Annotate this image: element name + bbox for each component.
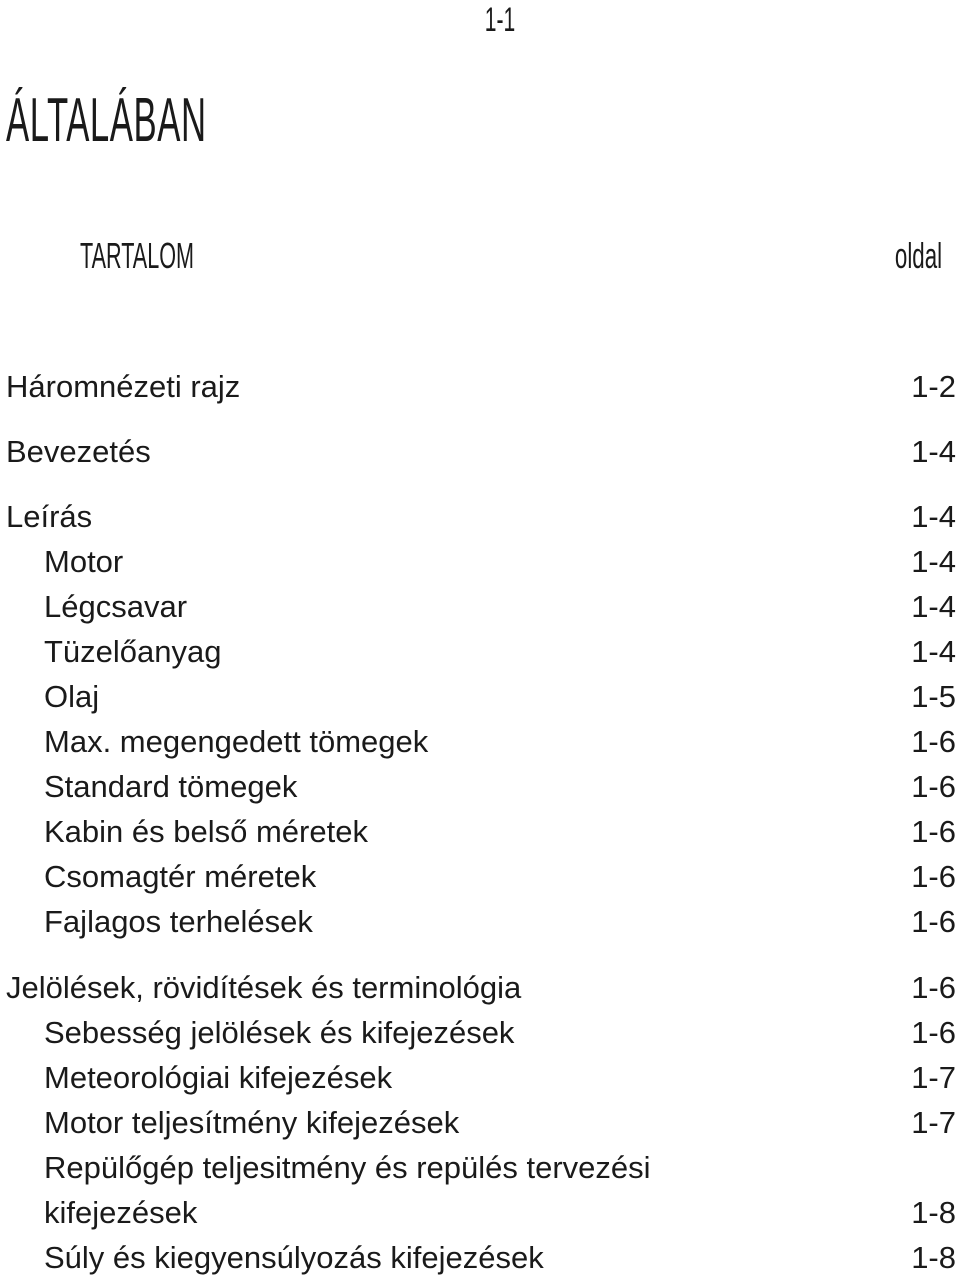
toc-entry[interactable] [0,966,960,1010]
toc-entry-label: Olaj [44,679,100,714]
toc-entry-page: 1-5 [911,679,956,714]
toc-entry-page: 1-4 [911,499,956,534]
toc-entry[interactable] [0,1236,960,1280]
toc-entry[interactable] [0,675,960,719]
toc-entry-page: 1-8 [911,1240,956,1275]
toc-entry-label: Max. megengedett tömegek [44,724,429,759]
toc-entry-page: 1-2 [911,369,956,404]
toc-entry-label: Jelölések, rövidítések és terminológia [6,970,522,1005]
toc-entry-label: Sebesség jelölések és kifejezések [44,1015,515,1050]
toc-entry[interactable] [0,765,960,809]
toc-entry-page: 1-6 [911,970,956,1005]
toc-entry[interactable] [0,630,960,674]
toc-heading: TARTALOM [80,235,195,276]
toc-entry[interactable] [0,365,960,409]
toc-entry-label: Súly és kiegyensúlyozás kifejezések [44,1240,544,1275]
toc-entry-label: Kabin és belső méretek [44,814,368,849]
toc-entry-page: 1-4 [911,634,956,669]
toc-entry[interactable] [0,540,960,584]
toc-entry-label: Tüzelőanyag [44,634,222,669]
page-column-heading: oldal [894,235,942,276]
toc-entry-label: Csomagtér méretek [44,859,317,894]
toc-entry-label: Standard tömegek [44,769,298,804]
toc-entry[interactable] [0,1056,960,1100]
toc-entry-label: Repülőgép teljesitmény és repülés tervezési [44,1150,651,1185]
toc-entry-label: Bevezetés [6,434,151,469]
toc-entry[interactable] [0,855,960,899]
toc-entry-label: Leírás [6,499,93,534]
toc-entry-label: Meteorológiai kifejezések [44,1060,393,1095]
page-number: 1-1 [484,1,516,39]
toc-entry-page: 1-6 [911,724,956,759]
toc-entry-page: 1-7 [911,1060,956,1095]
toc-entry[interactable] [0,1146,960,1190]
toc-entry[interactable] [0,720,960,764]
toc-entry[interactable] [0,1101,960,1145]
toc-entry[interactable] [0,585,960,629]
toc-entry-label: Háromnézeti rajz [6,369,241,404]
toc-entry[interactable] [0,430,960,474]
toc-entry-page: 1-6 [911,814,956,849]
toc-entry[interactable] [0,1191,960,1235]
toc-entry-page: 1-6 [911,859,956,894]
chapter-title: ÁLTALÁBAN [6,86,207,155]
toc-entry-label: Légcsavar [44,589,188,624]
toc-entry-label: Motor [44,544,124,579]
toc-entry-page: 1-6 [911,1015,956,1050]
toc-entry-page: 1-6 [911,904,956,939]
toc-entry[interactable] [0,810,960,854]
toc-entry-page: 1-4 [911,434,956,469]
toc-entry-page: 1-4 [911,544,956,579]
toc-entry[interactable] [0,495,960,539]
toc-entry-label: kifejezések [44,1195,198,1230]
toc-entry-label: Motor teljesítmény kifejezések [44,1105,460,1140]
toc-entry[interactable] [0,1011,960,1055]
toc-entry-page: 1-6 [911,769,956,804]
toc-entry-page: 1-4 [911,589,956,624]
toc-entry[interactable] [0,900,960,944]
toc-entry-page: 1-8 [911,1195,956,1230]
toc-entry-page: 1-7 [911,1105,956,1140]
toc-entry-label: Fajlagos terhelések [44,904,313,939]
